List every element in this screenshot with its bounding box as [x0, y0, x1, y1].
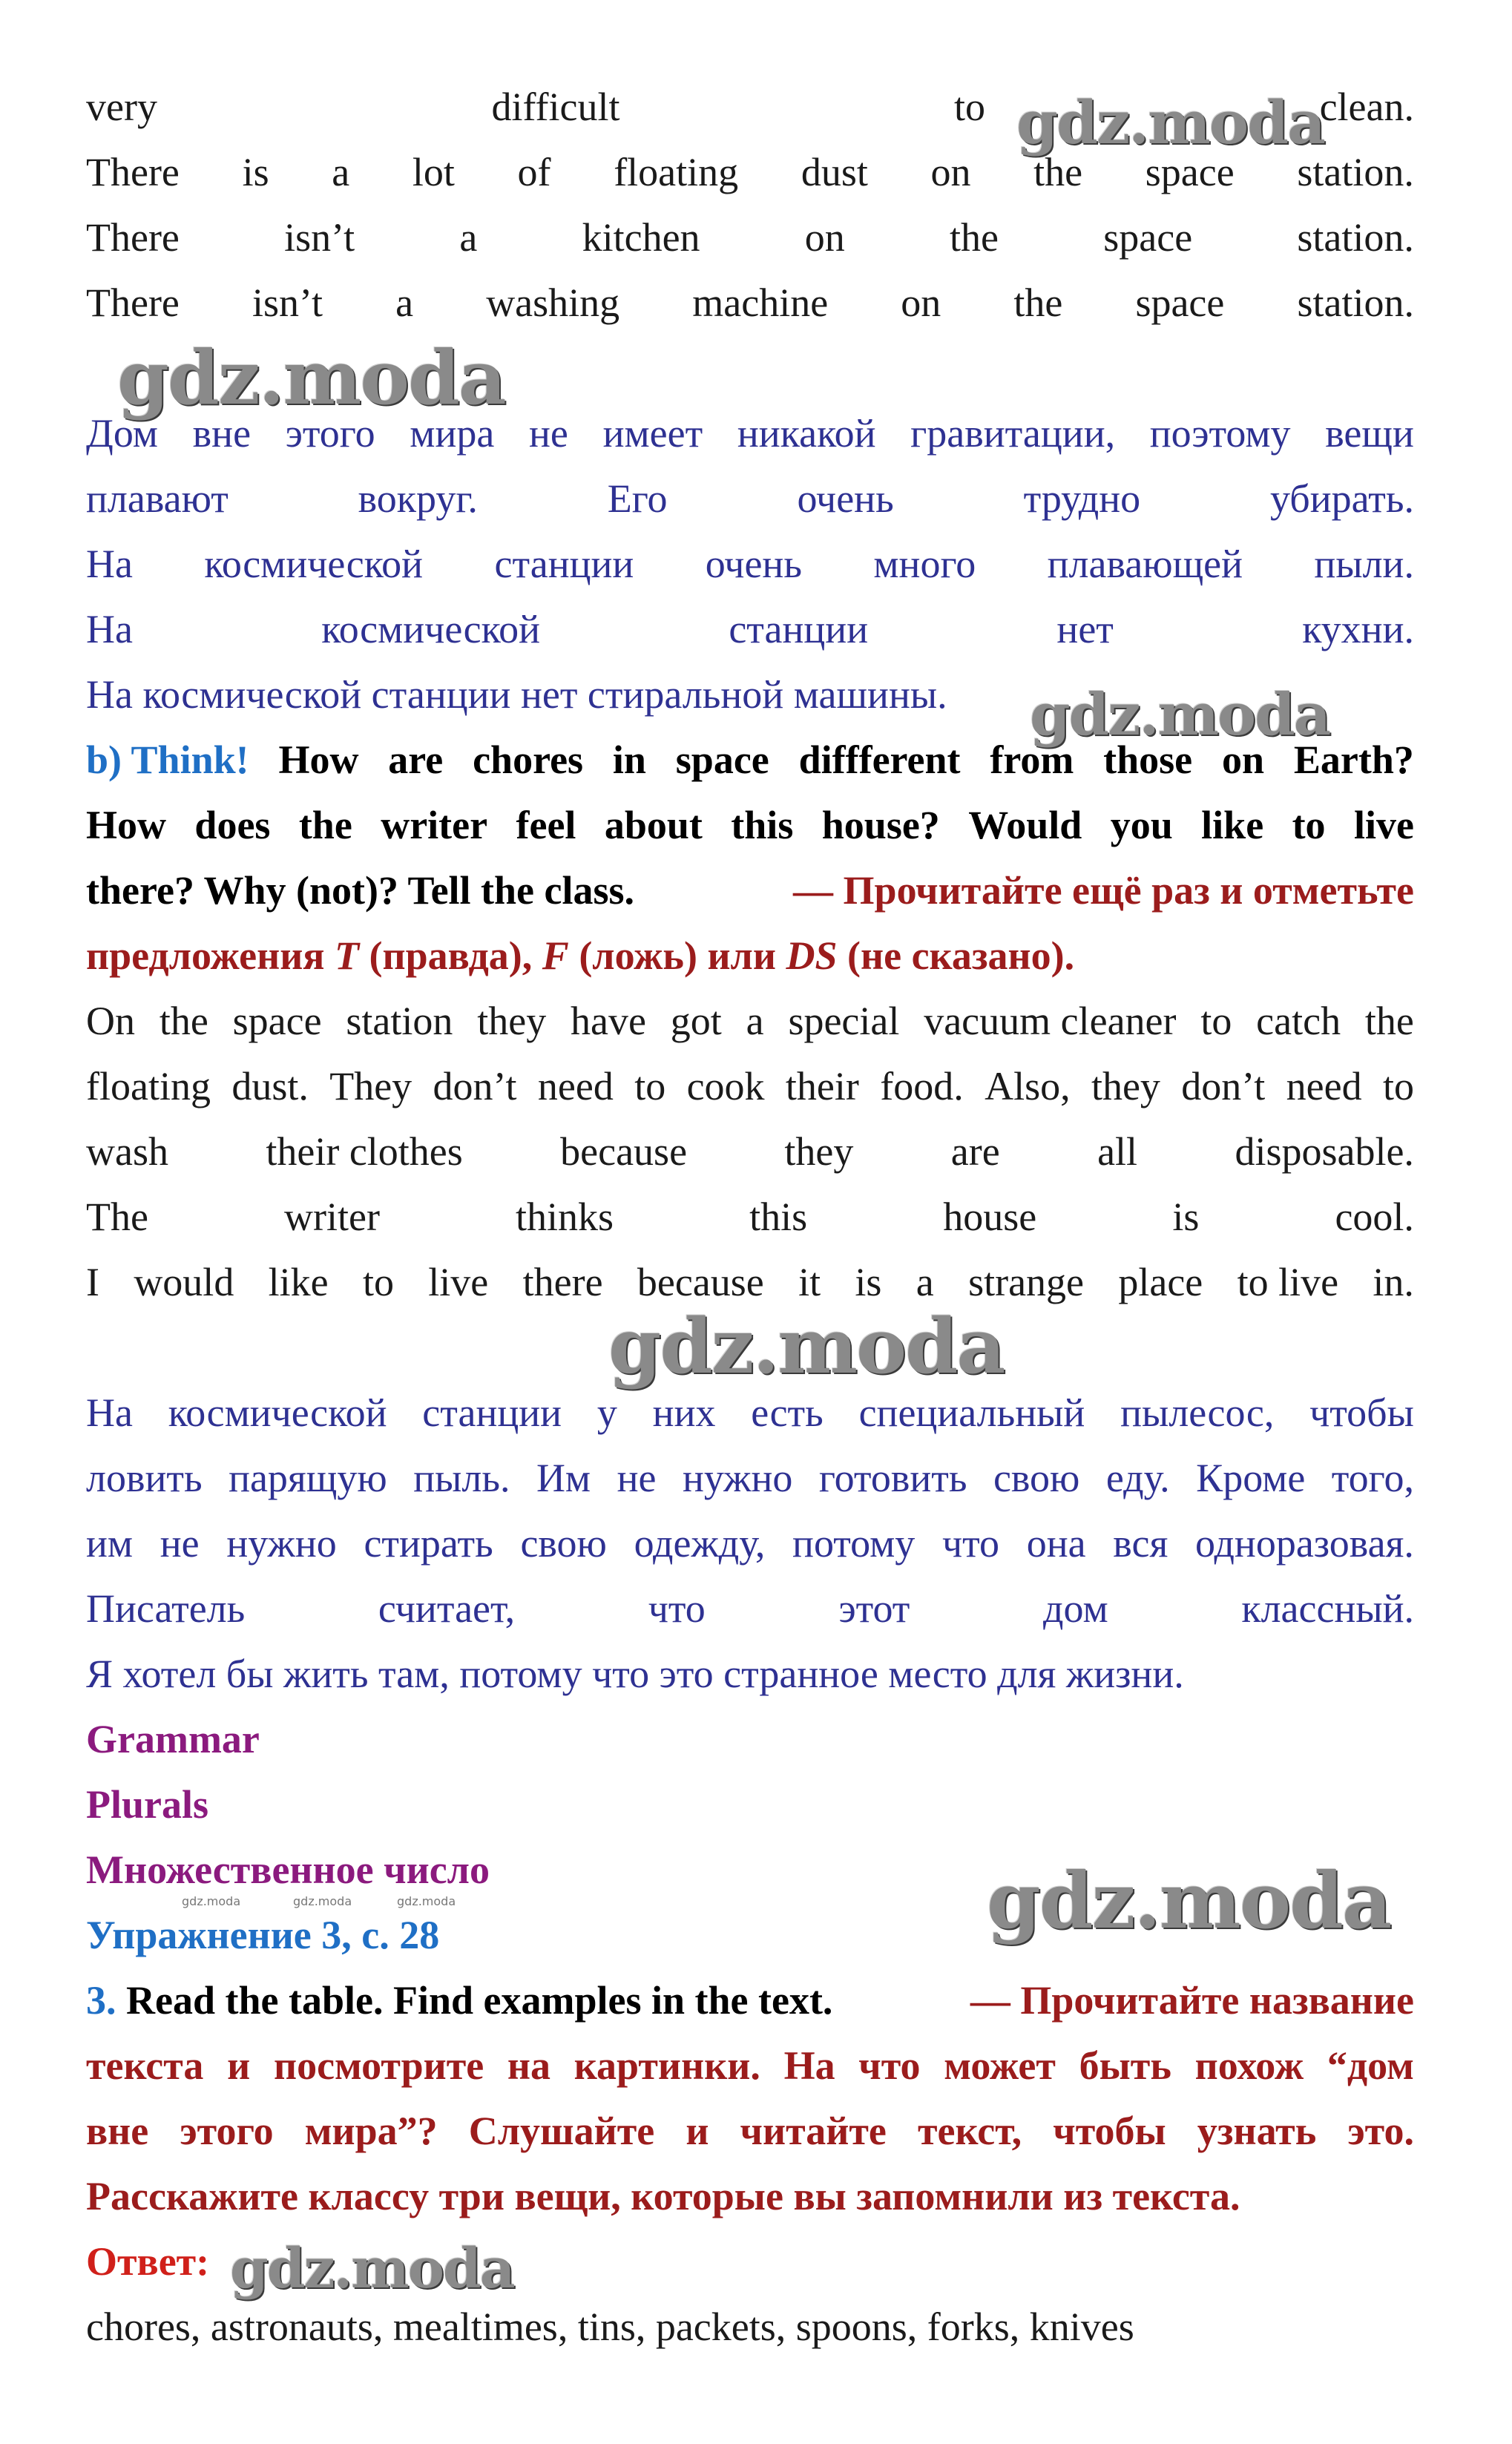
word: одежду, — [634, 1521, 766, 1566]
word: is — [1172, 1195, 1200, 1239]
task3-line1-ru: — Прочитайте название — [970, 1978, 1414, 2023]
word: узнать — [1197, 2109, 1317, 2153]
word: the — [950, 215, 999, 260]
word: этот — [838, 1586, 910, 1631]
word: lot — [412, 150, 455, 194]
task-b-line3 — [86, 858, 1414, 923]
word: floating — [614, 150, 739, 194]
task3-line1 — [86, 1968, 1414, 2033]
word: вещи — [1325, 411, 1414, 456]
word: I — [86, 1260, 99, 1304]
word: to — [1200, 999, 1232, 1043]
word: place — [1118, 1260, 1203, 1304]
word: парящую — [229, 1456, 387, 1500]
word: on — [804, 215, 845, 260]
word: быть — [1079, 2043, 1171, 2088]
task-b-DS: DS — [786, 933, 838, 978]
word: the — [298, 803, 352, 847]
para2-en-line2 — [86, 1054, 1414, 1119]
para2-en-line4 — [86, 1184, 1414, 1249]
word: because — [637, 1260, 764, 1304]
exercise-reference: Упражнение 3, с. 28 — [86, 1913, 440, 1957]
word: трудно — [1023, 476, 1141, 521]
word: и — [227, 2043, 251, 2088]
word: нужно — [682, 1456, 793, 1500]
word: writer — [381, 803, 488, 847]
word: “дом — [1327, 2043, 1414, 2088]
word: kitchen — [582, 215, 700, 260]
word: station. — [1297, 280, 1414, 325]
word: потому — [792, 1521, 916, 1566]
answer-label: Ответ: — [86, 2239, 210, 2284]
word: стирать — [364, 1521, 493, 1566]
word: in. — [1373, 1260, 1414, 1304]
word: Им — [536, 1456, 591, 1500]
word: have — [571, 999, 646, 1043]
word: космической — [321, 607, 540, 651]
watermark-small: gdz.moda — [182, 1894, 241, 1908]
word: того, — [1331, 1456, 1414, 1500]
word: пыли. — [1314, 542, 1414, 586]
word: очень — [797, 476, 894, 521]
word: Earth? — [1293, 738, 1414, 782]
word: There — [86, 280, 180, 325]
word: Would — [968, 803, 1082, 847]
watermark-logo: gdz.moda — [1030, 681, 1330, 749]
word: the — [159, 999, 208, 1043]
word: like — [268, 1260, 329, 1304]
grammar-subheading-ru: Множественное число — [86, 1847, 490, 1892]
word: vacuum cleaner — [924, 999, 1177, 1043]
watermark-logo: gdz.moda — [608, 1302, 1005, 1391]
word: cool. — [1335, 1195, 1414, 1239]
word: station. — [1297, 150, 1414, 194]
word: clean. — [1319, 85, 1414, 129]
answer-text: chores, astronauts, mealtimes, tins, packets, spoons, forks, knives — [86, 2305, 1134, 2349]
word: on — [930, 150, 971, 194]
word: to — [1382, 1064, 1414, 1108]
word: floating — [86, 1064, 211, 1108]
word: isn’t — [284, 215, 355, 260]
word: космической — [168, 1390, 387, 1435]
word: них — [652, 1390, 716, 1435]
word: свою — [993, 1456, 1080, 1500]
task-b-line3-en: there? Why (not)? Tell the class. — [86, 868, 635, 913]
word: Его — [607, 476, 668, 521]
word: about — [604, 803, 703, 847]
word: у — [596, 1390, 617, 1435]
word: because — [560, 1129, 688, 1174]
word: им — [86, 1521, 134, 1566]
word: Кроме — [1196, 1456, 1306, 1500]
para2-ru-line2 — [86, 1445, 1414, 1511]
word: to live — [1237, 1260, 1339, 1304]
word: difficult — [491, 85, 620, 129]
word: имеет — [602, 411, 703, 456]
word: космической — [204, 542, 424, 586]
word: to — [362, 1260, 394, 1304]
word: like — [1201, 803, 1264, 847]
word: There — [86, 150, 180, 194]
word: food. — [880, 1064, 964, 1108]
word: a — [459, 215, 478, 260]
task-b-text-a: предложения — [86, 933, 325, 978]
word: would — [134, 1260, 234, 1304]
word: мира”? — [304, 2109, 438, 2153]
word: a — [746, 999, 764, 1043]
word: they — [784, 1129, 854, 1174]
word: washing — [486, 280, 620, 325]
para1-ru-line2 — [86, 466, 1414, 531]
word: On — [86, 999, 135, 1043]
word: got — [670, 999, 722, 1043]
word: никакой — [737, 411, 876, 456]
word: На — [86, 1390, 133, 1435]
word: diffferent — [798, 738, 961, 782]
word: space — [1135, 280, 1225, 325]
word: посмотрите — [273, 2043, 484, 2088]
word: They — [329, 1064, 412, 1108]
word: all — [1097, 1129, 1138, 1174]
word: on — [1221, 738, 1265, 782]
word: live — [1353, 803, 1414, 847]
word: Слушайте — [468, 2109, 655, 2153]
word: что — [941, 1521, 1000, 1566]
word: плавают — [86, 476, 229, 521]
word: those — [1103, 738, 1193, 782]
watermark-small: gdz.moda — [397, 1894, 456, 1908]
word: a — [332, 150, 350, 194]
task-b-label: b) Think! — [86, 738, 249, 782]
word: вокруг. — [358, 476, 478, 521]
word: вся — [1113, 1521, 1168, 1566]
word: to — [634, 1064, 666, 1108]
word: убирать. — [1269, 476, 1414, 521]
word: dust — [801, 150, 868, 194]
task3-line2 — [86, 2033, 1414, 2098]
word: На — [86, 542, 133, 586]
word: does — [194, 803, 271, 847]
task-b-text-c: (ложь) или — [579, 933, 776, 978]
word: this — [749, 1195, 808, 1239]
word: не — [160, 1521, 200, 1566]
word: мира — [410, 411, 495, 456]
word: in — [612, 738, 646, 782]
word: текста — [86, 2043, 204, 2088]
word: the — [1013, 280, 1063, 325]
word: не — [529, 411, 568, 456]
word: Дом — [86, 411, 158, 456]
para1-en-line4 — [86, 270, 1414, 335]
word: чтобы — [1053, 2109, 1166, 2153]
task-b-line4 — [86, 923, 1414, 988]
word: На — [86, 607, 133, 651]
task3-line1-en — [86, 1968, 832, 2033]
word: this — [731, 803, 794, 847]
word: вне — [86, 2109, 149, 2153]
para2-ru-line5: Я хотел бы жить там, потому что это странное место для жизни. — [86, 1652, 1184, 1696]
word: читайте — [740, 2109, 887, 2153]
word: writer — [284, 1195, 380, 1239]
word: кухни. — [1302, 607, 1414, 651]
word: что — [648, 1586, 706, 1631]
para1-en-line3 — [86, 205, 1414, 270]
word: считает, — [378, 1586, 516, 1631]
task3-number: 3. — [86, 1978, 116, 2023]
word: этого — [180, 2109, 274, 2153]
word: need — [1286, 1064, 1362, 1108]
grammar-subheading: Plurals — [86, 1782, 209, 1827]
word: is — [242, 150, 269, 194]
word: что — [858, 2043, 921, 2088]
word: она — [1026, 1521, 1086, 1566]
para1-ru-line4 — [86, 597, 1414, 662]
word: live — [428, 1260, 489, 1304]
word: вне — [192, 411, 252, 456]
word: станции — [422, 1390, 562, 1435]
word: isn’t — [252, 280, 323, 325]
word: How — [86, 803, 166, 847]
word: На — [783, 2043, 835, 2088]
watermark-logo: gdz.moda — [987, 1855, 1391, 1946]
word: этого — [285, 411, 375, 456]
word: they — [1091, 1064, 1160, 1108]
word: thinks — [516, 1195, 614, 1239]
word: from — [990, 738, 1074, 782]
word: disposable. — [1235, 1129, 1414, 1174]
word: еду. — [1105, 1456, 1170, 1500]
word: are — [388, 738, 444, 782]
task3-instruction: Read the table. Find examples in the text. — [126, 1978, 833, 2023]
word: house — [943, 1195, 1037, 1239]
word: machine — [692, 280, 829, 325]
word: their clothes — [266, 1129, 463, 1174]
word: it — [798, 1260, 821, 1304]
word: a — [395, 280, 414, 325]
watermark-logo: gdz.moda — [117, 334, 505, 421]
word: нет — [1056, 607, 1114, 651]
word: of — [517, 150, 551, 194]
word: свою — [520, 1521, 607, 1566]
word: станции — [729, 607, 869, 651]
watermark-small: gdz.moda — [293, 1894, 352, 1908]
para1-ru-line5: На космической станции нет стиральной машины. — [86, 672, 947, 717]
word: There — [86, 215, 180, 260]
word: Писатель — [86, 1586, 246, 1631]
word: пылесос, — [1120, 1390, 1275, 1435]
word: you — [1110, 803, 1173, 847]
para2-en-line3 — [86, 1119, 1414, 1184]
grammar-heading: Grammar — [86, 1717, 260, 1761]
word: поэтому — [1149, 411, 1291, 456]
word: плавающей — [1047, 542, 1243, 586]
word: to — [1292, 803, 1326, 847]
word: catch — [1256, 999, 1341, 1043]
word: there — [522, 1260, 603, 1304]
word: How — [278, 738, 359, 782]
watermark-logo: gdz.moda — [230, 2237, 514, 2301]
word: много — [873, 542, 976, 586]
word: The — [86, 1195, 148, 1239]
word: strange — [968, 1260, 1085, 1304]
word: need — [537, 1064, 614, 1108]
word: the — [1033, 150, 1083, 194]
word: классный. — [1241, 1586, 1414, 1631]
word: the — [1364, 999, 1414, 1043]
word: картинки. — [573, 2043, 760, 2088]
word: текст, — [917, 2109, 1022, 2153]
word: нужно — [226, 1521, 337, 1566]
word: cook — [686, 1064, 765, 1108]
word: space — [232, 999, 322, 1043]
para2-ru-line4 — [86, 1576, 1414, 1641]
word: одноразовая. — [1195, 1521, 1414, 1566]
word: are — [950, 1129, 1000, 1174]
word: гравитации, — [910, 411, 1116, 456]
word: дом — [1043, 1586, 1108, 1631]
word: they — [477, 999, 547, 1043]
word: space — [675, 738, 769, 782]
task-b-line2 — [86, 792, 1414, 858]
word: station — [346, 999, 453, 1043]
word: station. — [1297, 215, 1414, 260]
word: space — [1145, 150, 1235, 194]
word: on — [901, 280, 941, 325]
word: может — [944, 2043, 1056, 2088]
word: Also, — [985, 1064, 1071, 1108]
word: to — [954, 85, 986, 129]
task-b-T: T — [335, 933, 360, 978]
word: специальный — [858, 1390, 1085, 1435]
task3-line4: Расскажите классу три вещи, которые вы запомнили из текста. — [86, 2174, 1240, 2218]
word: пыль. — [413, 1456, 510, 1500]
word: dust. — [231, 1064, 309, 1108]
task-b-text-b: (правда), — [369, 933, 533, 978]
task-b-line3-ru: — Прочитайте ещё раз и отметьте — [793, 868, 1414, 913]
word: chores — [473, 738, 584, 782]
word: space — [1103, 215, 1193, 260]
task-b-F: F — [542, 933, 569, 978]
word: чтобы — [1309, 1390, 1414, 1435]
word: есть — [751, 1390, 824, 1435]
word: похож — [1194, 2043, 1304, 2088]
word: don’t — [1181, 1064, 1266, 1108]
word: is — [855, 1260, 882, 1304]
para2-en-line1 — [86, 988, 1414, 1054]
word: their — [785, 1064, 859, 1108]
para2-ru-line3 — [86, 1511, 1414, 1576]
word: на — [507, 2043, 551, 2088]
watermark-logo: gdz.moda — [1016, 88, 1324, 157]
word: house? — [821, 803, 940, 847]
word: special — [788, 999, 900, 1043]
word: очень — [705, 542, 802, 586]
word: это. — [1347, 2109, 1414, 2153]
word: и — [686, 2109, 709, 2153]
word: ловить — [86, 1456, 203, 1500]
word: готовить — [818, 1456, 967, 1500]
word: не — [617, 1456, 657, 1500]
word: feel — [516, 803, 576, 847]
word: a — [916, 1260, 934, 1304]
task-b-text-d: (не сказано). — [847, 933, 1075, 978]
task3-line3 — [86, 2098, 1414, 2164]
word: don’t — [433, 1064, 517, 1108]
word: станции — [494, 542, 634, 586]
para1-ru-line3 — [86, 531, 1414, 597]
word: wash — [86, 1129, 168, 1174]
word: very — [86, 85, 157, 129]
